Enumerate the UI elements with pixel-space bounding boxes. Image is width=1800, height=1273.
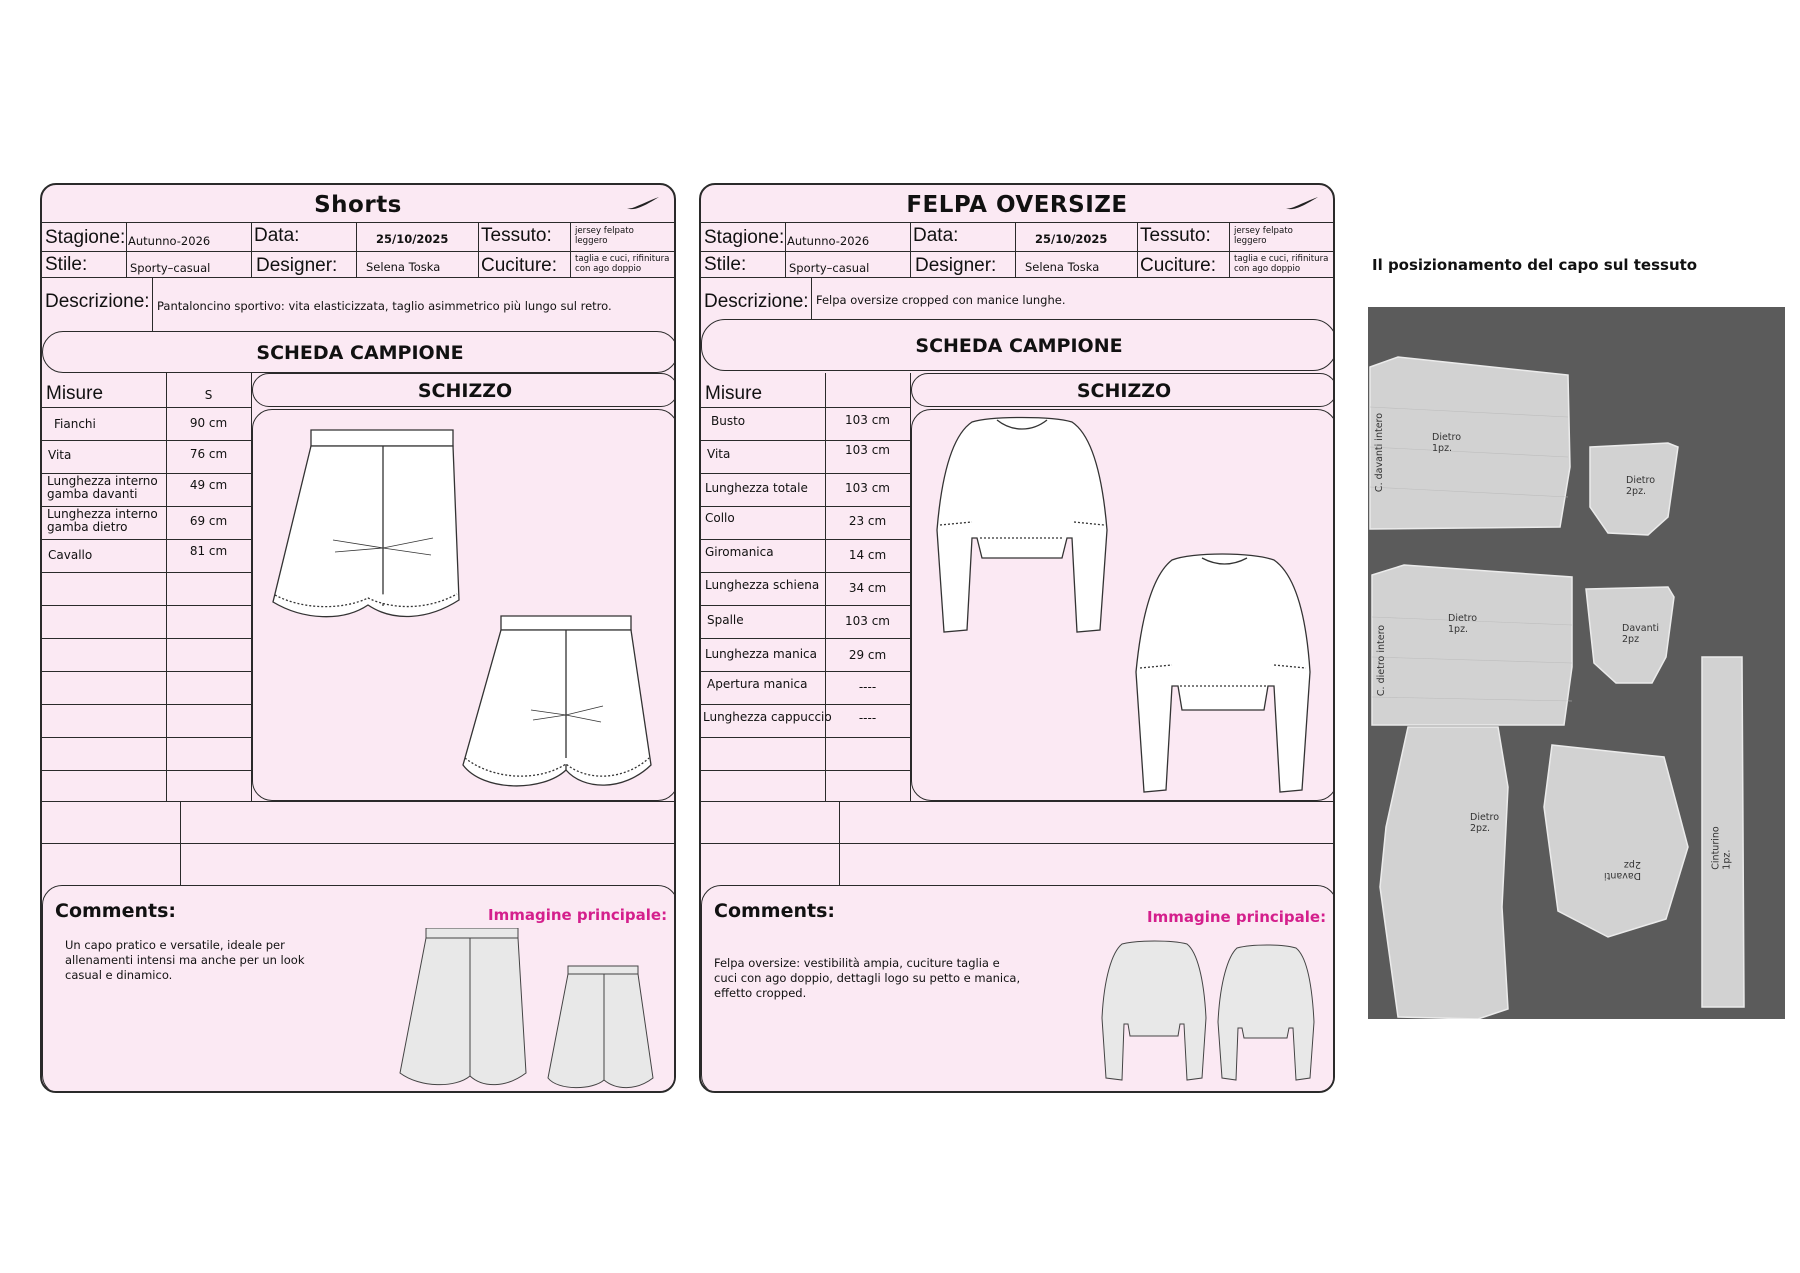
data-label: Data: (254, 225, 300, 246)
scheda-campione-banner: SCHEDA CAMPIONE (42, 331, 676, 373)
sketch-area (911, 409, 1335, 801)
misure-label: Misure (705, 383, 763, 404)
sheet-title: Shorts (314, 192, 402, 218)
tessuto-label: Tessuto: (1140, 225, 1211, 246)
pattern-piece-label: Dietro 1pz. (1448, 613, 1478, 635)
measure-value: ---- (858, 680, 877, 694)
shorts-sample-sheet (40, 183, 676, 1093)
comments-text: Un capo pratico e versatile, ideale per allenamenti intensi ma anche per un look casual e dinamico. (65, 938, 305, 982)
tessuto-value: jersey felpato leggero (1234, 226, 1293, 246)
comments-label: Comments: (55, 900, 176, 922)
pattern-piece-label: C. davanti intero (1374, 412, 1386, 493)
measure-value: 34 cm (848, 581, 887, 595)
measure-name: Cavallo (48, 548, 93, 562)
stagione-value: Autunno-2026 (128, 234, 211, 248)
pattern-piece-label: Dietro 1pz. (1432, 432, 1462, 454)
size-value: S (204, 388, 213, 402)
measure-name: Lunghezza manica (705, 647, 817, 661)
measure-name: Giromanica (705, 545, 774, 559)
cuciture-value: taglia e cuci, rifinitura con ago doppio (575, 254, 670, 274)
fabric-layout-photo (1368, 307, 1785, 1019)
pattern-pieces-drawing (1368, 307, 1785, 1019)
data-value: 25/10/2025 (376, 232, 449, 246)
descrizione-value: Felpa oversize cropped con manice lunghe. (816, 293, 1066, 307)
comments-label: Comments: (714, 900, 835, 922)
measure-value: 81 cm (189, 544, 228, 558)
data-value: 25/10/2025 (1035, 232, 1108, 246)
tessuto-value: jersey felpato leggero (575, 226, 634, 246)
swoosh-logo-icon (1285, 195, 1319, 211)
tessuto-label: Tessuto: (481, 225, 552, 246)
measure-name: Fianchi (54, 417, 96, 431)
stile-value: Sporty–casual (130, 261, 211, 275)
stagione-value: Autunno-2026 (787, 234, 870, 248)
pattern-piece-label: Davanti 2pz (1622, 623, 1659, 645)
designer-value: Selena Toska (366, 260, 441, 274)
measure-name: Spalle (707, 613, 744, 627)
measure-name: Vita (48, 448, 72, 462)
main-image-label: Immagine principale: (1147, 908, 1327, 926)
pattern-piece-label: Dietro 2pz. (1626, 475, 1656, 497)
designer-label: Designer: (915, 255, 997, 276)
measure-value: 49 cm (189, 478, 228, 492)
sheet-title: FELPA OVERSIZE (906, 192, 1128, 218)
pattern-piece-label: Dietro 2pz. (1470, 812, 1500, 834)
cuciture-value: taglia e cuci, rifinitura con ago doppio (1234, 254, 1329, 274)
measure-name: Vita (707, 447, 731, 461)
measure-name: Apertura manica (707, 677, 808, 691)
felpa-flat-sketch (912, 410, 1335, 802)
measure-name: Lunghezza totale (705, 481, 808, 495)
schizzo-banner: SCHIZZO (252, 373, 676, 407)
measure-value: 76 cm (189, 447, 228, 461)
measure-value: 103 cm (844, 413, 890, 427)
main-image-label: Immagine principale: (488, 906, 668, 924)
cuciture-label: Cuciture: (1140, 255, 1217, 276)
measure-value: 103 cm (844, 481, 890, 495)
measure-name: Lunghezza interno gamba dietro (47, 507, 158, 534)
scheda-campione-banner: SCHEDA CAMPIONE (701, 319, 1335, 371)
pattern-piece-label: Davanti 2pz (1604, 859, 1641, 881)
swoosh-logo-icon (626, 195, 660, 211)
measure-name: Lunghezza cappuccio (703, 710, 832, 724)
measure-value: 29 cm (848, 648, 887, 662)
fabric-layout-title: Il posizionamento del capo sul tessuto (1372, 256, 1698, 274)
measure-value: 90 cm (189, 416, 228, 430)
cuciture-label: Cuciture: (481, 255, 558, 276)
sketch-area (252, 409, 676, 801)
measure-value: 14 cm (848, 548, 887, 562)
data-label: Data: (913, 225, 959, 246)
measure-name: Lunghezza schiena (705, 578, 820, 592)
stile-value: Sporty–casual (789, 261, 870, 275)
felpa-sample-sheet (699, 183, 1335, 1093)
shorts-flat-sketch (253, 410, 676, 802)
stagione-label: Stagione: (45, 227, 126, 248)
descrizione-label: Descrizione: (704, 291, 809, 312)
pattern-piece-label: Cinturino 1pz. (1710, 826, 1733, 870)
main-image-shorts (398, 928, 676, 1093)
comments-text: Felpa oversize: vestibilità ampia, cuciture taglia e cuci con ago doppio, dettagli logo su petto e manica, effetto cropped. (714, 956, 1021, 1000)
comments-panel (701, 885, 1335, 1093)
designer-value: Selena Toska (1025, 260, 1100, 274)
measure-name: Lunghezza interno gamba davanti (47, 474, 158, 501)
measure-value: 103 cm (844, 614, 890, 628)
misure-label: Misure (46, 383, 104, 404)
measure-value: ---- (858, 711, 877, 725)
descrizione-value: Pantaloncino sportivo: vita elasticizzata, taglio asimmetrico più lungo sul retro. (157, 299, 612, 313)
stile-label: Stile: (704, 254, 747, 275)
pattern-piece-label: C. dietro intero (1376, 624, 1388, 697)
measure-name: Busto (711, 414, 746, 428)
comments-panel (42, 885, 676, 1093)
stagione-label: Stagione: (704, 227, 785, 248)
measure-name: Collo (705, 511, 735, 525)
main-image-felpa (1082, 938, 1332, 1092)
designer-label: Designer: (256, 255, 338, 276)
stile-label: Stile: (45, 254, 88, 275)
measure-value: 23 cm (848, 514, 887, 528)
schizzo-banner: SCHIZZO (911, 373, 1335, 407)
measure-value: 103 cm (844, 443, 890, 457)
measure-value: 69 cm (189, 514, 228, 528)
descrizione-label: Descrizione: (45, 291, 150, 312)
